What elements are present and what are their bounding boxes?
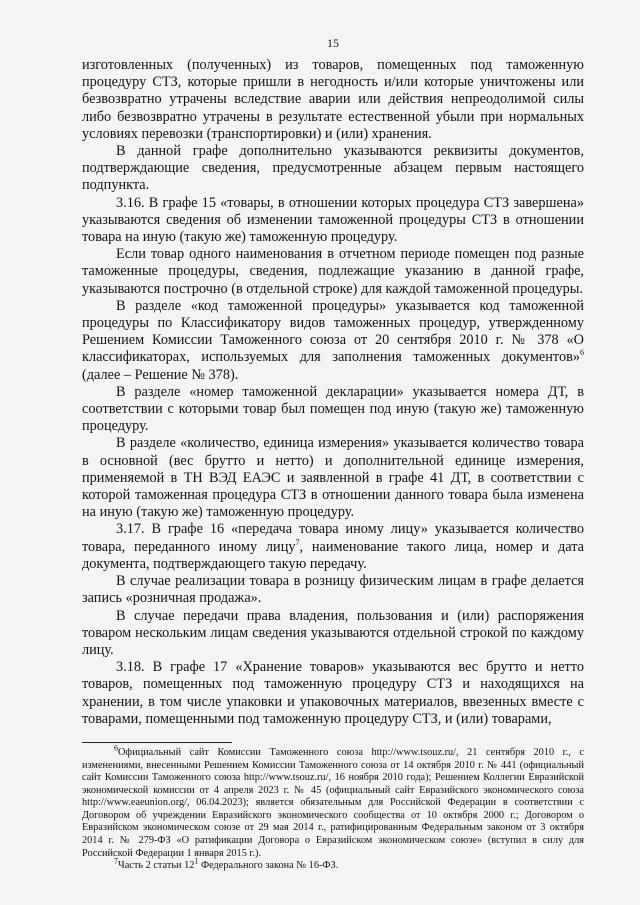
paragraph (82, 384, 584, 436)
paragraph-text: , наименование такого лица, номер и дата документа, подтверждающего такую передачу. (82, 538, 584, 572)
paragraph (82, 435, 584, 521)
paragraph-text: В данной графе дополнительно указываются реквизиты документов, подтверждающие сведения, предусмотренные абзацем первым настоящего подпункта. (82, 143, 584, 194)
paragraph (82, 298, 584, 384)
page-number: 15 (327, 36, 339, 50)
paragraph-text: (далее – Решение № 378). (82, 366, 239, 383)
paragraph (82, 143, 584, 195)
footnote (82, 856, 584, 873)
paragraph-text: В случае передачи права владения, пользования и (или) распоряжения товаром нескольким лицам сведения указываются отдельной строкой по каждому лицу. (82, 607, 584, 658)
footnote (82, 743, 584, 860)
paragraph-text: 3.18. В графе 17 «Хранение товаров» указываются вес брутто и нетто товаров, помещенных под таможенную процедуру СТЗ и находящихся на хранении, в том числе упаковки и упаковочных материалов, ввезенных вместе с товарами, помещенными под таможенную процедуру СТЗ, и (или) товарами, (82, 659, 584, 727)
footnote-separator (82, 742, 232, 743)
paragraph-text: 3.16. В графе 15 «товары, в отношении которых процедура СТЗ завершена» указываются сведения об изменении таможенной процедуры СТЗ в отношении товара на иную (такую же) таможенную процедуру. (82, 194, 584, 246)
paragraph-text: 3.17. В графе 16 «передача товара иному лицу» указывается количество товара, переданного иному лицу (82, 521, 584, 555)
paragraph (82, 521, 584, 573)
footnotes (82, 743, 584, 873)
footnote-text: Федерального закона № 16-ФЗ. (198, 860, 339, 872)
paragraph-text: В разделе «количество, единица измерения» указывается количество товара в основной (вес брутто и нетто) и дополнительной единице измерения, применяемой в ТН ВЭД ЕАЭС и заявленной в графе 41 ДТ, в соответствии с которой таможенная процедура СТЗ в отношении данного товара была изменена на иную (такую же) таможенную процедуру. (82, 435, 584, 521)
footnote-mark: 6 (114, 743, 118, 753)
paragraph (82, 608, 584, 660)
footnote-reference: 6 (580, 348, 584, 358)
footnote-mark: 7 (114, 856, 118, 866)
footnote-superscript: 1 (194, 856, 199, 866)
paragraph (82, 57, 584, 143)
paragraph (82, 573, 584, 607)
paragraph-text: В разделе «код таможенной процедуры» указывается код таможенной процедуры по Классификатору видов таможенных процедур, утвержденному Решением Комиссии Таможенного союза от 20 сентября 2010 г. № 378 «О классификаторах, используемых для заполнения таможенных документов» (82, 297, 584, 366)
footnote-reference: 7 (295, 537, 300, 547)
paragraph-text: Если товар одного наименования в отчетном периоде помещен под разные таможенные процедуры, сведения, подлежащие указанию в данной графе, указываются построчно (в отдельной строке) для каждой таможенной процедуры. (82, 246, 584, 297)
paragraph-text: В случае реализации товара в розницу физическим лицам в графе делается запись «розничная продажа». (82, 573, 584, 607)
footnote-text: Часть 2 статьи 12 (118, 860, 195, 872)
paragraph (82, 246, 584, 298)
footnote-text: Официальный сайт Комиссии Таможенного союза http://www.tsouz.ru/, 21 сентября 2010 г., с изменениями, внесенными Решением Комиссии Таможенного союза от 14 октября 2010 г. № 441 (официальный сайт Комиссии Таможенного союза http://www.tsouz.ru/, 16 ноября 2010 года); Решением Коллегии Евразийской экономической комиссии от 4 апреля 2023 г. № 45 (официальный сайт Евразийского экономического союза http://www.eaeunion.org/, 06.04.2023); является обязательным для Российской Федерации в соответствии с Договором об учреждении Евразийского экономического сообщества от 10 октября 2000 г.; Договором о Евразийском экономическом союзе от 29 мая 2014 г., ратифицированным Федеральным законом от 3 октября 2014 г. № 279-ФЗ «О ратификации Договора о Евразийском экономическом союзе» (вступил в силу для Российской Федерации 1 января 2015 г.). (82, 746, 584, 859)
paragraph-text: изготовленных (полученных) из товаров, помещенных под таможенную процедуру СТЗ, которые пришли в негодность и/или которые уничтожены или безвозвратно утрачены вследствие аварии или действия непреодолимой силы либо безвозвратно утрачены в результате естественной убыли при нормальных условиях перевозки (транспортировки) и (или) хранения. (82, 57, 584, 142)
main-text (82, 57, 584, 728)
paragraph (82, 195, 584, 247)
paragraph (82, 659, 584, 728)
paragraph-text: В разделе «номер таможенной декларации» указывается номера ДТ, в соответствии с которыми товар был помещен под иную (такую же) таможенную процедуру. (82, 383, 584, 435)
